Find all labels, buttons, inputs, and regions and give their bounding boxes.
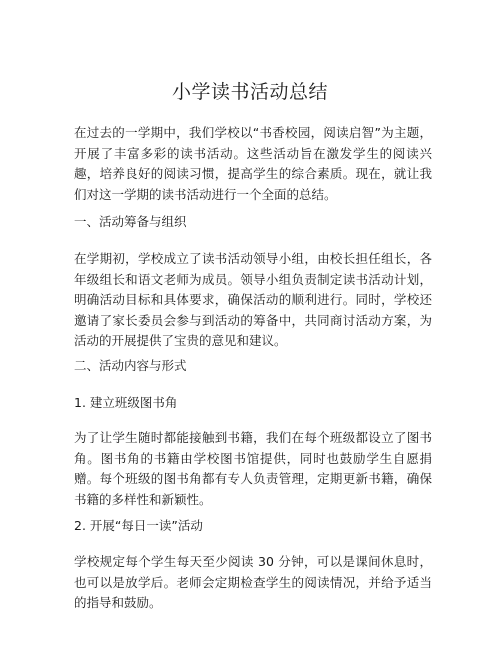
item-heading-daily-reading: 2. 开展“每日一读”活动 bbox=[74, 518, 203, 533]
item-heading-class-library: 1. 建立班级图书角 bbox=[74, 395, 178, 410]
intro-paragraph: 在过去的一学期中，我们学校以“书香校园，阅读启智”为主题，开展了丰富多彩的读书活动。这些活动旨在激发学生的阅读兴趣，培养良好的阅读习惯，提高学生的综合素质。现在，就让我们对这一学期的读书活动进行一个全面的总结。 bbox=[74, 125, 432, 202]
section-heading-content: 二、活动内容与形式 bbox=[74, 358, 187, 373]
section-heading-preparation: 一、活动筹备与组织 bbox=[74, 214, 187, 229]
document-title: 小学读书活动总结 bbox=[171, 81, 328, 103]
daily-reading-paragraph: 学校规定每个学生每天至少阅读 30 分钟，可以是课间休息时，也可以是放学后。老师会定期检查学生的阅读情况，并给予适当的指导和鼓励。 bbox=[74, 554, 432, 610]
class-library-paragraph: 为了让学生随时都能接触到书籍，我们在每个班级都设立了图书角。图书角的书籍由学校图书馆提供，同时也鼓励学生自愿捐赠。每个班级的图书角都有专人负责管理，定期更新书籍，确保书籍的多样性和新颖性。 bbox=[74, 430, 432, 507]
preparation-paragraph: 在学期初，学校成立了读书活动领导小组，由校长担任组长，各年级组长和语文老师为成员。领导小组负责制定读书活动计划，明确活动目标和具体要求，确保活动的顺利进行。同时，学校还邀请了家长委员会参与到活动的筹备中，共同商讨活动方案，为活动的开展提供了宝贵的意见和建议。 bbox=[74, 251, 432, 348]
